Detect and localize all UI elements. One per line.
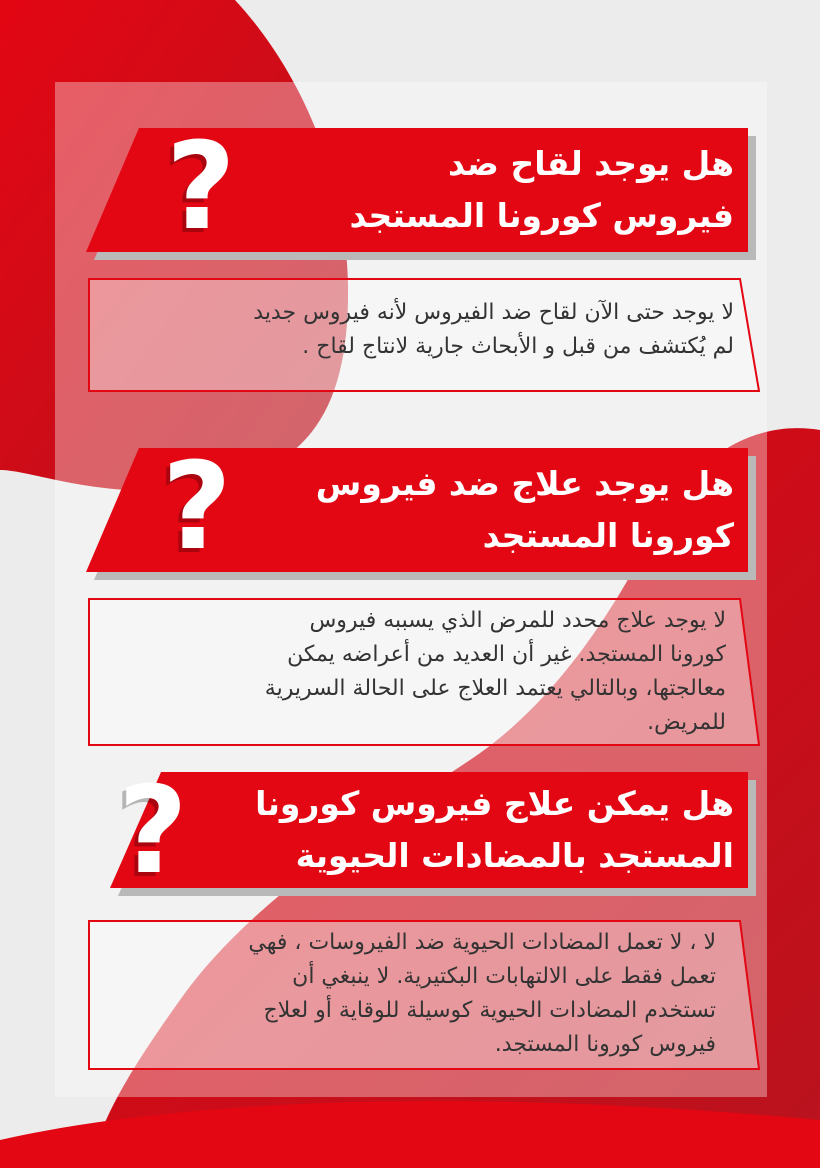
question-title xyxy=(255,778,734,882)
answer-line: كورونا المستجد. غير أن العديد من أعراضه يمكن xyxy=(287,642,726,667)
answer-line: لا ، لا تعمل المضادات الحيوية ضد الفيروسات ، فهي xyxy=(248,930,716,955)
question-line: هل يوجد علاج ضد فيروس xyxy=(315,464,734,503)
question-title xyxy=(316,458,734,562)
question-mark-icon: ? xyxy=(162,438,232,577)
answer-text xyxy=(265,604,726,740)
question-line: فيروس كورونا المستجد xyxy=(349,196,734,235)
question-line: هل يمكن علاج فيروس كورونا xyxy=(255,784,734,823)
answer-line: تستخدم المضادات الحيوية كوسيلة للوقاية أو لعلاج xyxy=(263,998,716,1023)
answer-line: لا يوجد حتى الآن لقاح ضد الفيروس لأنه فيروس جديد xyxy=(253,300,734,325)
answer-text xyxy=(253,296,734,364)
answer-line: لا يوجد علاج محدد للمرض الذي يسببه فيروس xyxy=(309,608,726,633)
question-line: المستجد بالمضادات الحيوية xyxy=(295,836,734,875)
question-title xyxy=(349,138,734,242)
answer-line: فيروس كورونا المستجد. xyxy=(494,1032,716,1057)
answer-line: للمريض. xyxy=(647,710,726,735)
question-line: هل يوجد لقاح ضد xyxy=(448,144,734,183)
question-line: كورونا المستجد xyxy=(482,516,734,555)
question-mark-icon: ? xyxy=(166,118,236,257)
answer-line: معالجتها، وبالتالي يعتمد العلاج على الحالة السريرية xyxy=(264,676,726,701)
answer-line: تعمل فقط على الالتهابات البكتيرية. لا ينبغي أن xyxy=(292,964,716,989)
answer-text xyxy=(248,926,716,1062)
answer-line: لم يُكتشف من قبل و الأبحاث جارية لانتاج لقاح . xyxy=(302,334,734,359)
question-mark-icon: ? xyxy=(118,762,188,901)
